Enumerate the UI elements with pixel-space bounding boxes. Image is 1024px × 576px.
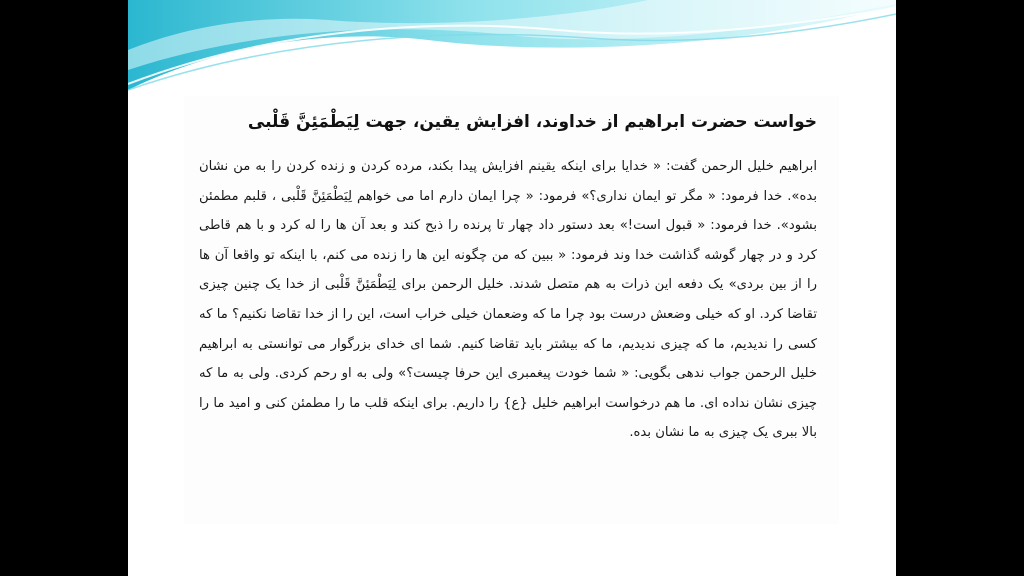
slide [128,0,896,576]
document-body: ابراهیم خلیل الرحمن گفت: « خدایا برای اینکه یقینم افزایش پیدا بکند، مرده کردن و زنده کردن را به من نشان بده». خدا فرمود: « مگر تو ایمان نداری؟» فرمود: « چرا ایمان دارم اما می خواهم لِیَطْمَئِنَّ قَلْبی ، قلبم مطمئن بشود». خدا فرمود: « قبول است!» بعد دستور داد چهار تا پرنده را ذبح کند و بعد آن ها را له کرد و با هم قاطی کرد و در چهار گوشه گذاشت خدا وند فرمود: « ببین که من چگونه این ها را زنده می کنم، با اینکه تو واقعا آن ها را از بین بردی» یک دفعه این ذرات به هم متصل شدند. خلیل الرحمن برای لِیَطْمَئِنَّ قَلْبی از خدا یک چنین چیزی تقاضا کرد. او که خیلی وضعش درست بود چرا ما که وضعمان خیلی خراب است، این را از خدا تقاضا نکنیم؟ ما که کسی را ندیدیم، ما که چیزی ندیدیم، ما که بیشتر باید تقاضا کنیم. شما ای خدای بزرگوار می توانستی به ابراهیم خلیل الرحمن جواب ندهی بگویی: « شما خودت پیغمبری این حرفا چیست؟» ولی به او رحم کردی. ولی به ما که چیزی نشان نداده ای. ما هم درخواست ابراهیم خلیل {ع} را داریم. برای اینکه قلب ما را مطمئن کنی و امید ما را بالا ببری یک چیزی به ما نشان بده. [199,159,817,441]
document-title: خواست حضرت ابراهیم از خداوند، افزایش یقین، جهت لِیَطْمَئِنَّ قَلْبی [247,112,817,132]
document-page [184,96,839,524]
decorative-wave-header [128,0,896,100]
